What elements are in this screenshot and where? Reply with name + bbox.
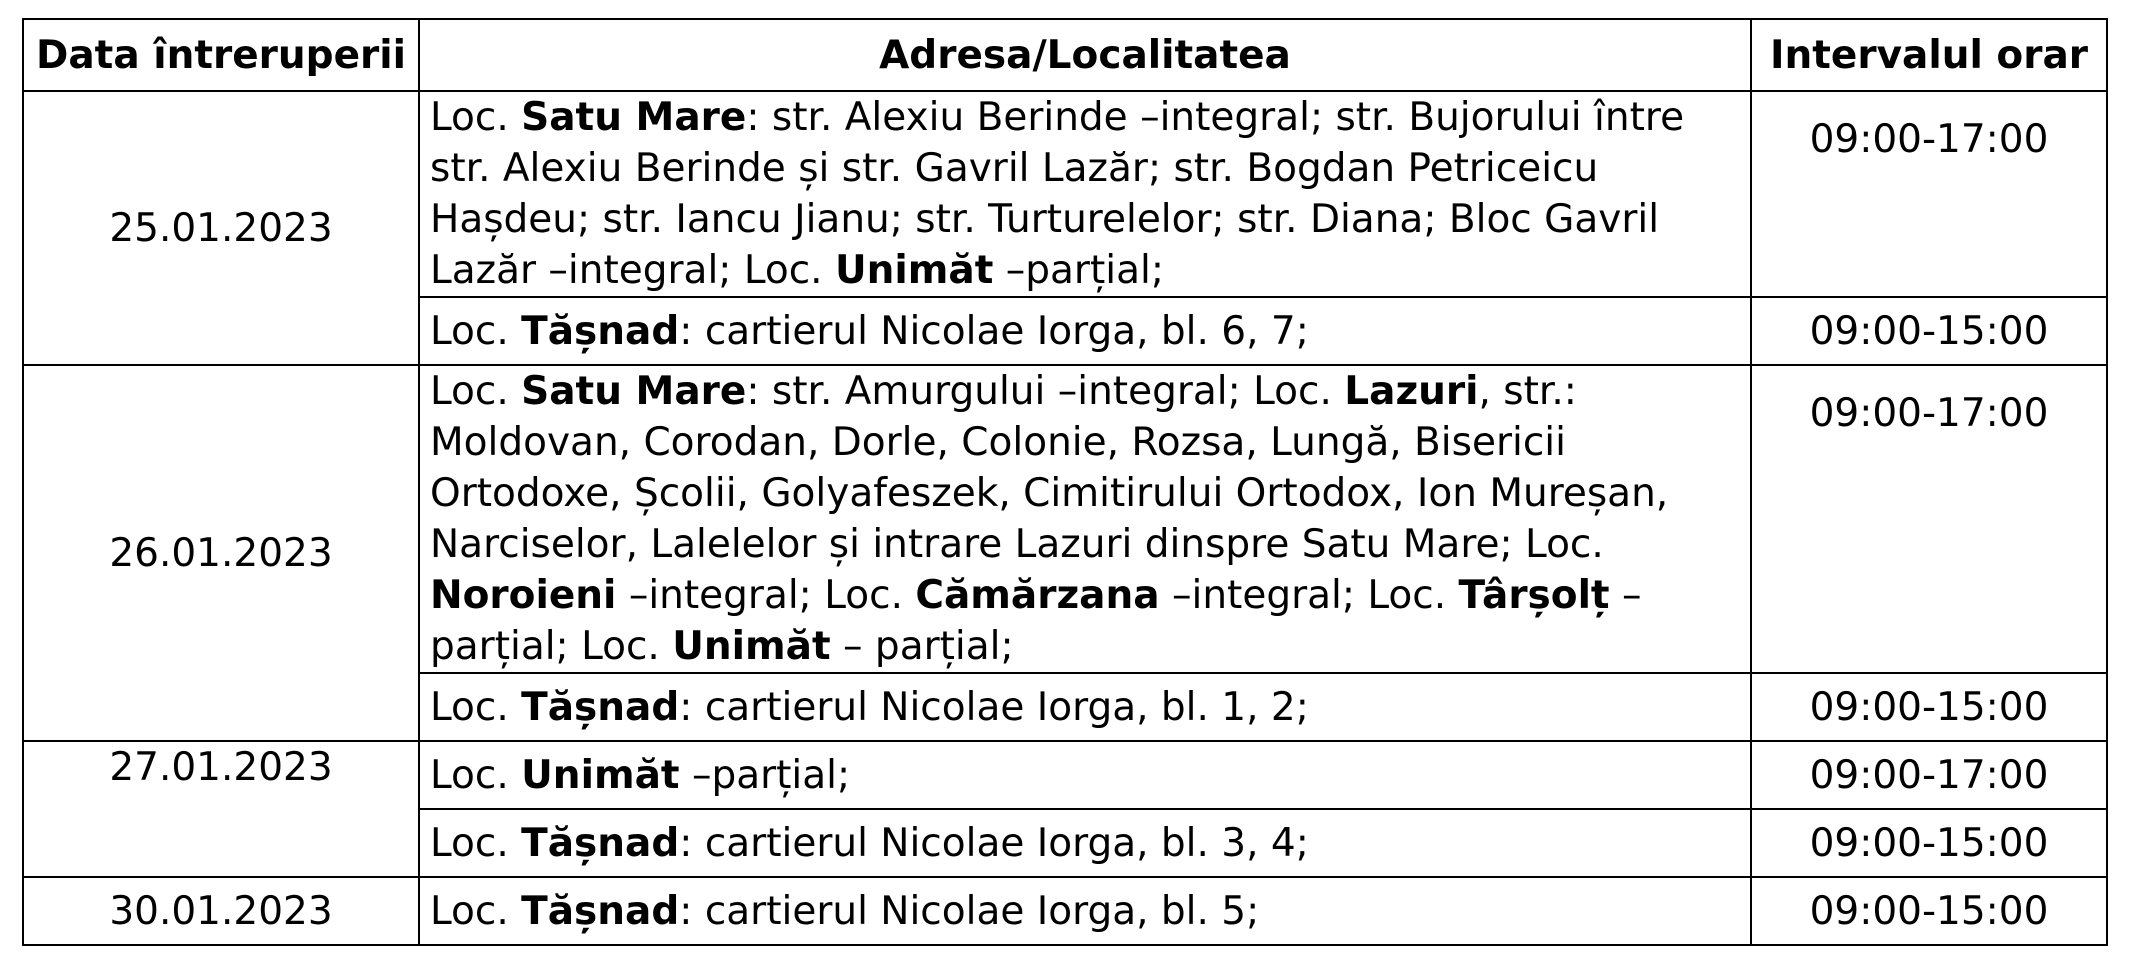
header-date: Data întreruperii xyxy=(23,19,419,91)
address-cell xyxy=(419,365,1751,673)
address-text: – parțial; xyxy=(830,624,1014,669)
locality-name: Unimăt xyxy=(521,752,680,798)
address-text: Loc. xyxy=(430,369,522,414)
interval-cell: 09:00-17:00 xyxy=(1751,741,2107,809)
table-header xyxy=(23,19,2107,91)
address-text: –parțial; xyxy=(993,248,1164,293)
interval-cell: 09:00-15:00 xyxy=(1751,673,2107,741)
address-text: Loc. xyxy=(430,95,522,140)
address-cell xyxy=(419,297,1751,365)
address-text: , str.: Moldovan, Corodan, Dorle, Colonie, Rozsa, Lungă, Bisericii Ortodoxe, Școlii, Golyafeszek, Cimitirului Ortodox, Ion Mureșan, Narciselor, Lalelelor și intrare Lazuri dinspre Satu Mare; Loc. xyxy=(430,369,1669,567)
locality-name: Lazuri xyxy=(1344,369,1479,414)
outage-schedule-table xyxy=(22,18,2108,946)
address-text: Loc. xyxy=(430,684,522,730)
address-text: –integral; Loc. xyxy=(616,573,916,618)
date-cell: 25.01.2023 xyxy=(23,91,419,365)
address-cell xyxy=(419,741,1751,809)
interval-cell: 09:00-15:00 xyxy=(1751,877,2107,945)
interval-cell: 09:00-17:00 xyxy=(1751,365,2107,673)
locality-name: Tășnad xyxy=(521,684,680,730)
address-text: : str. Alexiu Berinde –integral; str. Bujorului între str. Alexiu Berinde și str. Gavril Lazăr; str. Bogdan Petriceicu Hașdeu; str. Iancu Jianu; str. Turturelelor; str. Diana; Bloc Gavril Lazăr –integral; Loc. xyxy=(430,95,1685,293)
locality-name: Tășnad xyxy=(521,888,680,934)
address-text: : cartierul Nicolae Iorga, bl. 1, 2; xyxy=(679,684,1309,730)
date-cell: 27.01.2023 xyxy=(23,741,419,877)
header-address: Adresa/Localitatea xyxy=(419,19,1751,91)
interval-cell: 09:00-15:00 xyxy=(1751,809,2107,877)
address-text: –integral; Loc. xyxy=(1159,573,1459,618)
table-row xyxy=(23,365,2107,673)
date-cell: 30.01.2023 xyxy=(23,877,419,945)
locality-name: Noroieni xyxy=(430,573,617,618)
address-text: –parțial; xyxy=(679,752,851,798)
locality-name: Unimăt xyxy=(834,248,994,293)
address-cell xyxy=(419,91,1751,297)
header-row xyxy=(23,19,2107,91)
address-cell xyxy=(419,809,1751,877)
locality-name: Cămărzana xyxy=(915,573,1160,618)
table-body xyxy=(23,91,2107,945)
address-text: : cartierul Nicolae Iorga, bl. 6, 7; xyxy=(679,308,1309,354)
table-row xyxy=(23,91,2107,297)
address-text: Loc. xyxy=(430,752,522,798)
locality-name: Târșolț xyxy=(1458,573,1610,618)
address-text: : str. Amurgului –integral; Loc. xyxy=(746,369,1345,414)
locality-name: Satu Mare xyxy=(521,95,747,140)
address-cell xyxy=(419,877,1751,945)
address-text: Loc. xyxy=(430,820,522,866)
table-row xyxy=(23,877,2107,945)
interval-cell: 09:00-17:00 xyxy=(1751,91,2107,297)
address-text: : cartierul Nicolae Iorga, bl. 5; xyxy=(679,888,1260,934)
locality-name: Tășnad xyxy=(521,308,680,354)
address-text: : cartierul Nicolae Iorga, bl. 3, 4; xyxy=(679,820,1309,866)
header-interval: Intervalul orar xyxy=(1751,19,2107,91)
address-text: Loc. xyxy=(430,308,522,354)
locality-name: Tășnad xyxy=(521,820,680,866)
address-text: Loc. xyxy=(430,888,522,934)
interval-cell: 09:00-15:00 xyxy=(1751,297,2107,365)
locality-name: Unimăt xyxy=(672,624,831,669)
address-cell xyxy=(419,673,1751,741)
address-text: –parțial; Loc. xyxy=(430,573,1642,669)
table-row xyxy=(23,741,2107,809)
locality-name: Satu Mare xyxy=(521,369,747,414)
date-cell: 26.01.2023 xyxy=(23,365,419,741)
